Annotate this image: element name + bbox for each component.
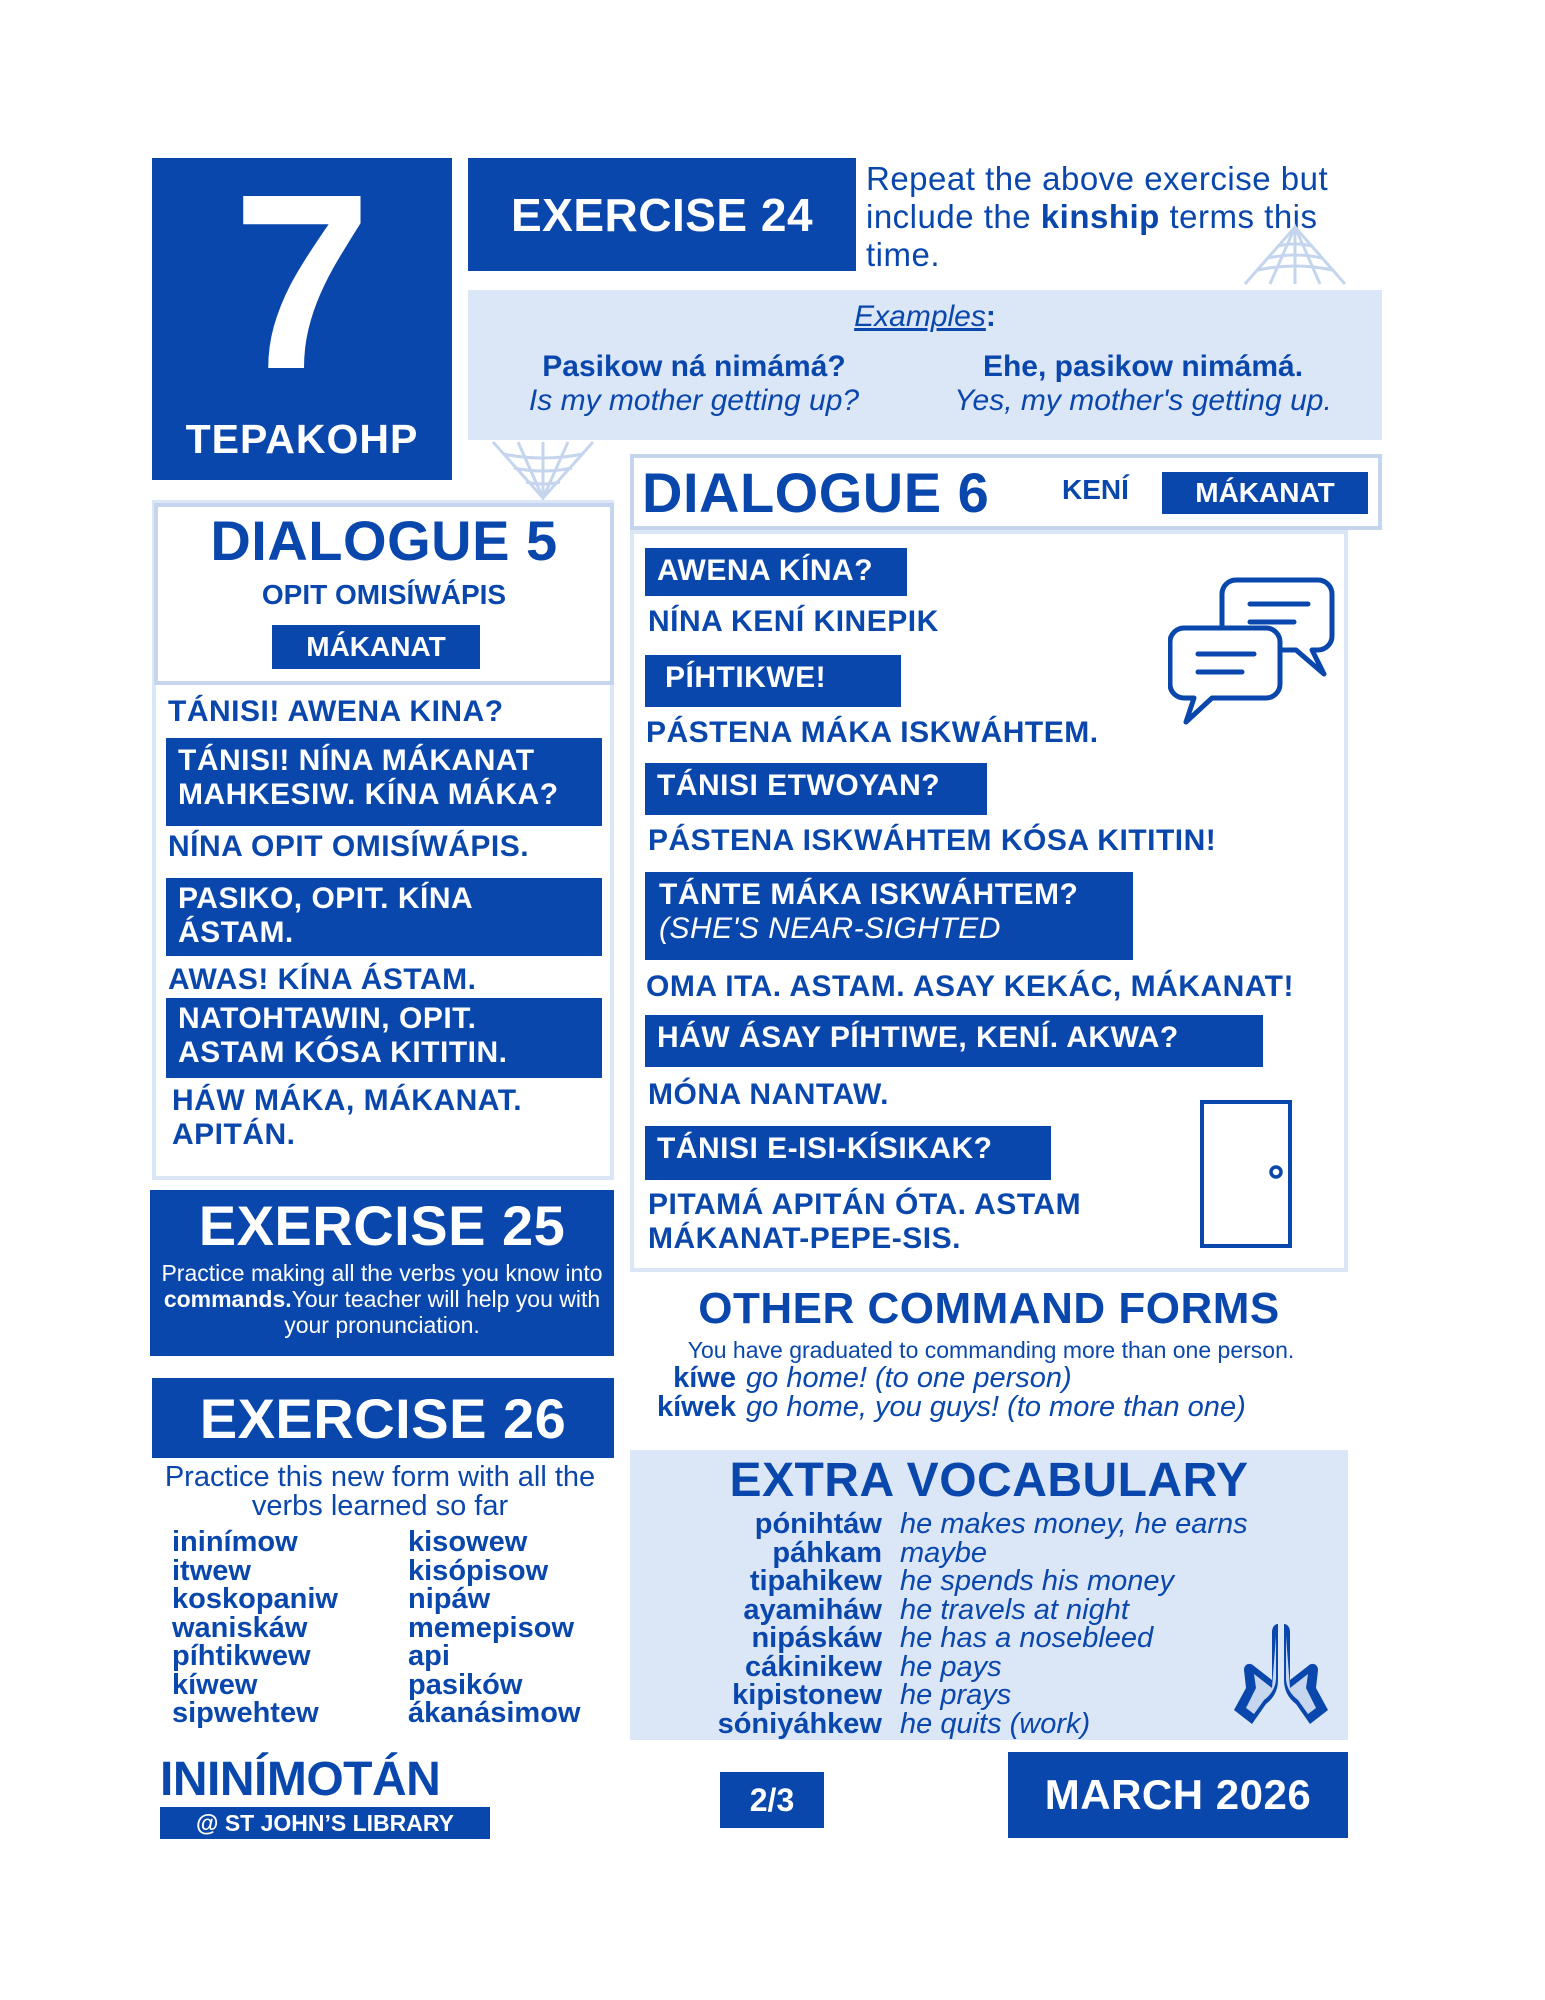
- exercise25-panel: [150, 1190, 614, 1356]
- dialogue5-line: PASIKO, OPIT. KÍNA ÁSTAM.: [166, 878, 602, 956]
- vocab-meaning: he pays: [900, 1650, 1002, 1683]
- exercise24-instruction-post: terms this time.: [866, 198, 1318, 273]
- command-word: kíwe: [673, 1362, 736, 1394]
- exercise26-verbs-left: [172, 1528, 338, 1728]
- lesson-label: TEPAKOHP: [185, 416, 419, 462]
- dialogue6-line: PÁSTENA MÁKA ISKWÁHTEM.: [646, 716, 1099, 749]
- vocab-meaning: maybe: [900, 1536, 988, 1569]
- exercise25-text-post: Your teacher will help you with your pronunciation.: [284, 1286, 601, 1338]
- commands-subtitle: You have graduated to commanding more than one person.: [687, 1337, 1295, 1363]
- vocabulary-panel: [630, 1450, 1348, 1740]
- vocab-word: ayamiháw: [743, 1593, 882, 1626]
- dialogue6-line: TÁNISI E-ISI-KÍSIKAK?: [645, 1126, 1051, 1180]
- dialogue5-line: AWAS! KÍNA ÁSTAM.: [168, 963, 477, 996]
- dialogue5-line: HÁW MÁKA, MÁKANAT. APITÁN.: [172, 1084, 523, 1151]
- vocab-row: [630, 1536, 1348, 1569]
- vocab-meaning: he has a nosebleed: [900, 1622, 1154, 1654]
- spider-web-icon: [1240, 222, 1350, 287]
- praying-hands-icon: [1228, 1618, 1334, 1728]
- lesson-badge: [152, 142, 452, 480]
- vocab-meaning: he spends his money: [900, 1565, 1175, 1597]
- verb-item: ákanásimow: [408, 1697, 581, 1729]
- dialogue6-header: [630, 454, 1382, 530]
- vocabulary-title: EXTRA VOCABULARY: [729, 1454, 1249, 1507]
- exercise25-text-bold: commands.: [163, 1286, 292, 1312]
- vocab-meaning: he travels at night: [900, 1593, 1129, 1626]
- example-answer-cree: Ehe, pasikow nimámá.: [982, 350, 1304, 383]
- vocab-meaning: he quits (work): [900, 1707, 1091, 1740]
- dialogue6-line-text: TÁNTE MÁKA ISKWÁHTEM?: [659, 878, 1079, 911]
- exercise26-verbs-right: [408, 1528, 580, 1728]
- verb-item: pasików: [408, 1668, 523, 1701]
- example-question: [474, 350, 914, 418]
- exercise25-text: [150, 1260, 614, 1338]
- exercise26-title: [152, 1378, 614, 1458]
- dialogue6-speaker-keni: KENÍ: [1062, 474, 1129, 505]
- spider-web-icon: [488, 440, 598, 500]
- dialogue6-title: DIALOGUE 6: [642, 461, 990, 524]
- vocab-row: [630, 1510, 1348, 1539]
- dialogue6-line: [645, 872, 1133, 960]
- vocab-meaning: he prays: [900, 1679, 1012, 1711]
- commands-title: OTHER COMMAND FORMS: [698, 1284, 1280, 1333]
- dialogue6-line: PÁSTENA ISKWÁHTEM KÓSA KITITIN!: [648, 824, 1217, 857]
- exercise26-title-text: EXERCISE 26: [199, 1386, 567, 1450]
- brand-name: ININÍMOTÁN: [160, 1753, 441, 1806]
- command-meaning: go home! (to one person): [746, 1362, 1072, 1394]
- vocab-word: nipáskáw: [751, 1622, 882, 1654]
- command-example: [640, 1364, 1360, 1422]
- brand-logo: [160, 1755, 500, 1839]
- verb-item: kisowew: [408, 1526, 528, 1558]
- vocab-word: cákinikew: [744, 1650, 882, 1683]
- dialogue6-line: TÁNISI ETWOYAN?: [645, 763, 987, 815]
- dialogue5-header: [154, 503, 614, 685]
- verb-item: koskopaniw: [172, 1583, 338, 1615]
- lesson-number: 7: [232, 142, 372, 421]
- verb-item: waniskáw: [172, 1611, 308, 1644]
- exercise25-text-pre: Practice making all the verbs you know into: [161, 1260, 603, 1286]
- dialogue6-line: PÍHTIKWE!: [645, 655, 901, 707]
- page-number: 2/3: [720, 1772, 824, 1828]
- door-icon: [1196, 1098, 1296, 1250]
- vocab-word: sóniyáhkew: [717, 1707, 882, 1740]
- verb-item: memepisow: [408, 1611, 574, 1644]
- verb-item: api: [408, 1640, 450, 1672]
- exercise24-examples-panel: [468, 290, 1382, 440]
- chat-bubbles-icon: [1168, 568, 1338, 733]
- dialogue5-title: DIALOGUE 5: [210, 509, 558, 572]
- dialogue5-line: TÁNISI! AWENA KINA?: [168, 695, 504, 728]
- vocab-word: tipahikew: [749, 1565, 882, 1597]
- dialogue6-line: MÓNA NANTAW.: [648, 1078, 889, 1111]
- dialogue5-speaker-makanat: MÁKANAT: [272, 625, 480, 669]
- examples-label: Examples: [854, 300, 986, 333]
- dialogue6-line: OMA ITA. ASTAM. ASAY KEKÁC, MÁKANAT!: [646, 970, 1294, 1003]
- command-word: kíwek: [657, 1391, 736, 1423]
- verb-item: sipwehtew: [172, 1697, 319, 1729]
- exercise24-title: [468, 158, 856, 271]
- dialogue6-speaker-makanat: MÁKANAT: [1162, 472, 1368, 514]
- example-question-cree: Pasikow ná nimámá?: [542, 350, 846, 383]
- vocab-word: páhkam: [772, 1536, 882, 1569]
- dialogue6-line: HÁW ÁSAY PÍHTIWE, KENÍ. AKWA?: [645, 1015, 1263, 1067]
- example-answer-english: Yes, my mother's getting up.: [954, 384, 1332, 417]
- dialogue5-speaker-opit: OPIT OMISÍWÁPIS: [261, 579, 507, 610]
- dialogue6-line-note: (SHE'S NEAR-SIGHTED: [659, 912, 1001, 945]
- issue-date: MARCH 2026: [1008, 1752, 1348, 1838]
- dialogue5-line: NATOHTAWIN, OPIT. ASTAM KÓSA KITITIN.: [166, 998, 602, 1078]
- examples-colon: :: [985, 300, 996, 333]
- verb-item: píhtikwew: [172, 1640, 311, 1672]
- dialogue6-line: PITAMÁ APITÁN ÓTA. ASTAM MÁKANAT-PEPE-SIS.: [648, 1188, 1082, 1255]
- exercise24-instruction-pre: Repeat the above exercise but include the: [866, 160, 1329, 235]
- exercise26-instruction: Practice this new form with all the verbs learned so far: [164, 1461, 596, 1522]
- exercise24-title-text: EXERCISE 24: [510, 188, 814, 241]
- dialogue6-line: NÍNA KENÍ KINEPIK: [648, 605, 939, 638]
- verb-item: nipáw: [408, 1583, 491, 1615]
- dialogue6-line: AWENA KÍNA?: [645, 548, 907, 596]
- verb-item: itwew: [172, 1554, 251, 1587]
- vocab-word: kipistonew: [732, 1679, 882, 1711]
- verb-item: kisópisow: [408, 1554, 549, 1587]
- verb-item: kíwew: [172, 1668, 258, 1701]
- exercise24-instruction-bold: kinship: [1040, 198, 1160, 235]
- brand-location: @ ST JOHN’S LIBRARY: [160, 1807, 490, 1839]
- verb-item: ininímow: [172, 1526, 298, 1558]
- vocab-word: pónihtáw: [754, 1508, 882, 1540]
- example-question-english: Is my mother getting up?: [528, 384, 860, 417]
- dialogue5-line: NÍNA OPIT OMISÍWÁPIS.: [168, 830, 530, 863]
- vocab-row: [630, 1567, 1348, 1596]
- vocab-meaning: he makes money, he earns: [900, 1508, 1248, 1540]
- dialogue5-line: TÁNISI! NÍNA MÁKANAT MAHKESIW. KÍNA MÁKA?: [166, 738, 602, 826]
- exercise25-title: EXERCISE 25: [198, 1194, 566, 1257]
- command-meaning: go home, you guys! (to more than one): [746, 1391, 1246, 1423]
- example-answer: [908, 350, 1378, 418]
